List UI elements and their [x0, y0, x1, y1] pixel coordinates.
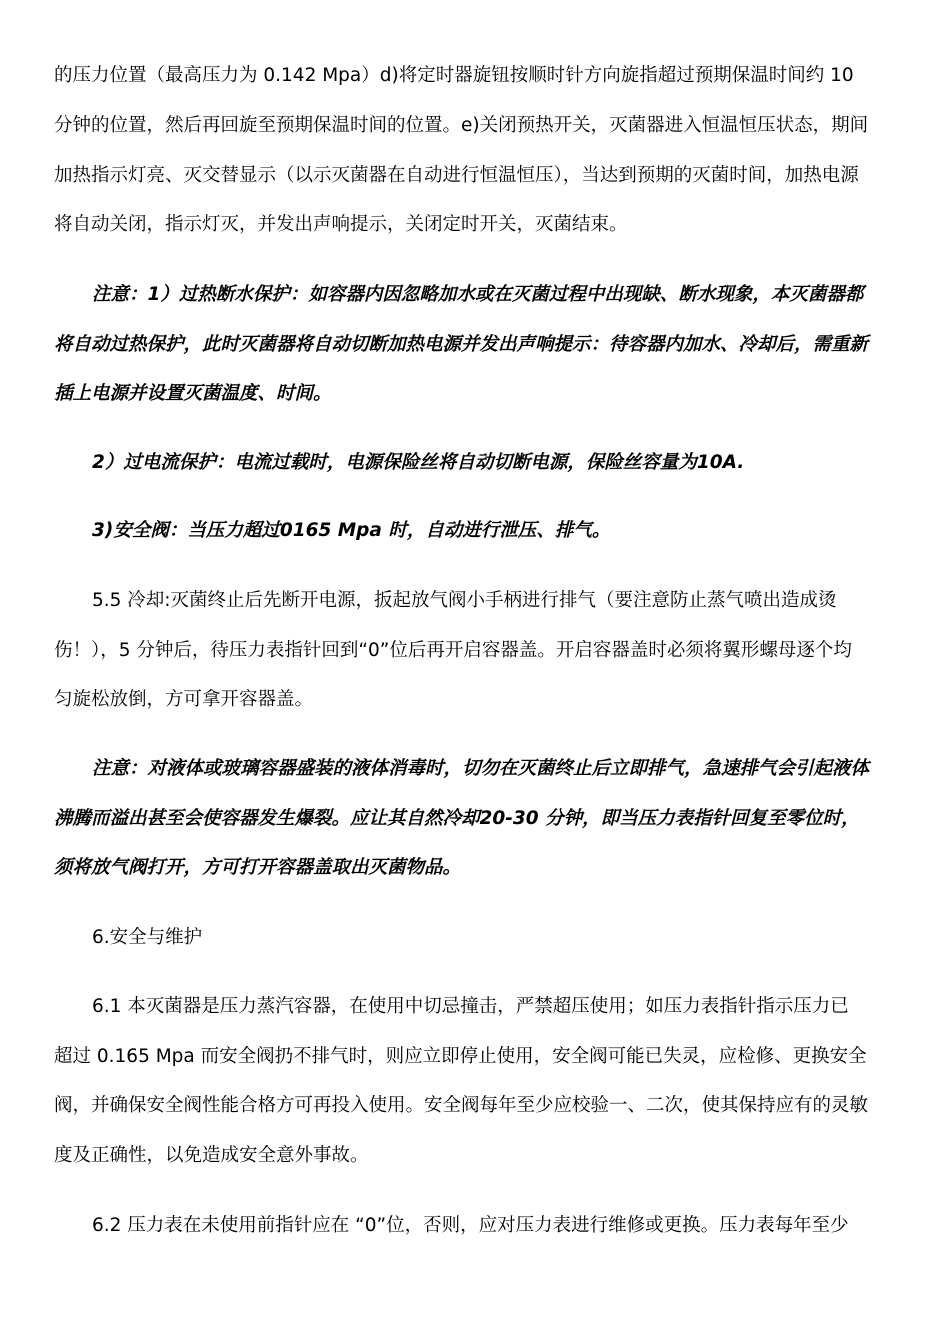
paragraph-line: 6.1 本灭菌器是压力蒸汽容器，在使用中切忌撞击，严禁超压使用；如压力表指针指示压力已 [92, 996, 849, 1017]
paragraph-line: 超过 0.165 Mpa 而安全阀扔不排气时，则应立即停止使用，安全阀可能已失灵，应检修、更换安全 [54, 1046, 867, 1067]
paragraph-line: 度及正确性，以免造成安全意外事故。 [54, 1145, 369, 1166]
paragraph-line: 的压力位置（最高压力为 0.142 Mpa）d)将定时器旋钮按顺时针方向旋指超过预期保温时间约 10 [54, 65, 854, 86]
paragraph-line: 匀旋松放倒，方可拿开容器盖。 [54, 689, 314, 710]
paragraph-line: 分钟的位置，然后再回旋至预期保温时间的位置。e)关闭预热开关，灭菌器进入恒温恒压状态，期间 [54, 115, 869, 136]
note-line: 沸腾而溢出甚至会使容器发生爆裂。应让其自然冷却20-30 分钟，即当压力表指针回复至零位时， [54, 808, 860, 829]
section-heading: 6.安全与维护 [92, 927, 203, 948]
note-line: 须将放气阀打开，方可打开容器盖取出灭菌物品。 [54, 857, 462, 878]
paragraph-line: 6.2 压力表在未使用前指针应在 “0”位，否则，应对压力表进行维修或更换。压力表每年至少 [92, 1215, 849, 1236]
note-line: 将自动过热保护，此时灭菌器将自动切断加热电源并发出声响提示：待容器内加水、冷却后，需重新 [54, 334, 869, 355]
paragraph-line: 伤！），5 分钟后，待压力表指针回到“0”位后再开启容器盖。开启容器盖时必须将翼形螺母逐个均 [54, 640, 852, 661]
paragraph-line: 阀，并确保安全阀性能合格方可再投入使用。安全阀每年至少应校验一、二次，使其保持应有的灵敏 [54, 1095, 869, 1116]
note-line: 2）过电流保护：电流过载时，电源保险丝将自动切断电源，保险丝容量为10A. [92, 452, 745, 473]
paragraph-line: 5.5 冷却:灭菌终止后先断开电源，扳起放气阀小手柄进行排气（要注意防止蒸气喷出造成烫 [92, 590, 837, 611]
paragraph-line: 将自动关闭，指示灯灭，并发出声响提示，关闭定时开关，灭菌结束。 [54, 214, 628, 235]
note-line: 3)安全阀：当压力超过0165 Mpa 时，自动进行泄压、排气。 [92, 520, 611, 541]
note-line: 注意：对液体或玻璃容器盛装的液体消毒时，切勿在灭菌终止后立即排气，急速排气会引起液体 [92, 758, 870, 779]
paragraph-line: 加热指示灯亮、灭交替显示（以示灭菌器在自动进行恒温恒压），当达到预期的灭菌时间，加热电源 [54, 165, 859, 186]
note-line: 注意：1）过热断水保护：如容器内因忽略加水或在灭菌过程中出现缺、断水现象，本灭菌器都 [92, 284, 864, 305]
note-line: 插上电源并设置灭菌温度、时间。 [54, 383, 332, 404]
